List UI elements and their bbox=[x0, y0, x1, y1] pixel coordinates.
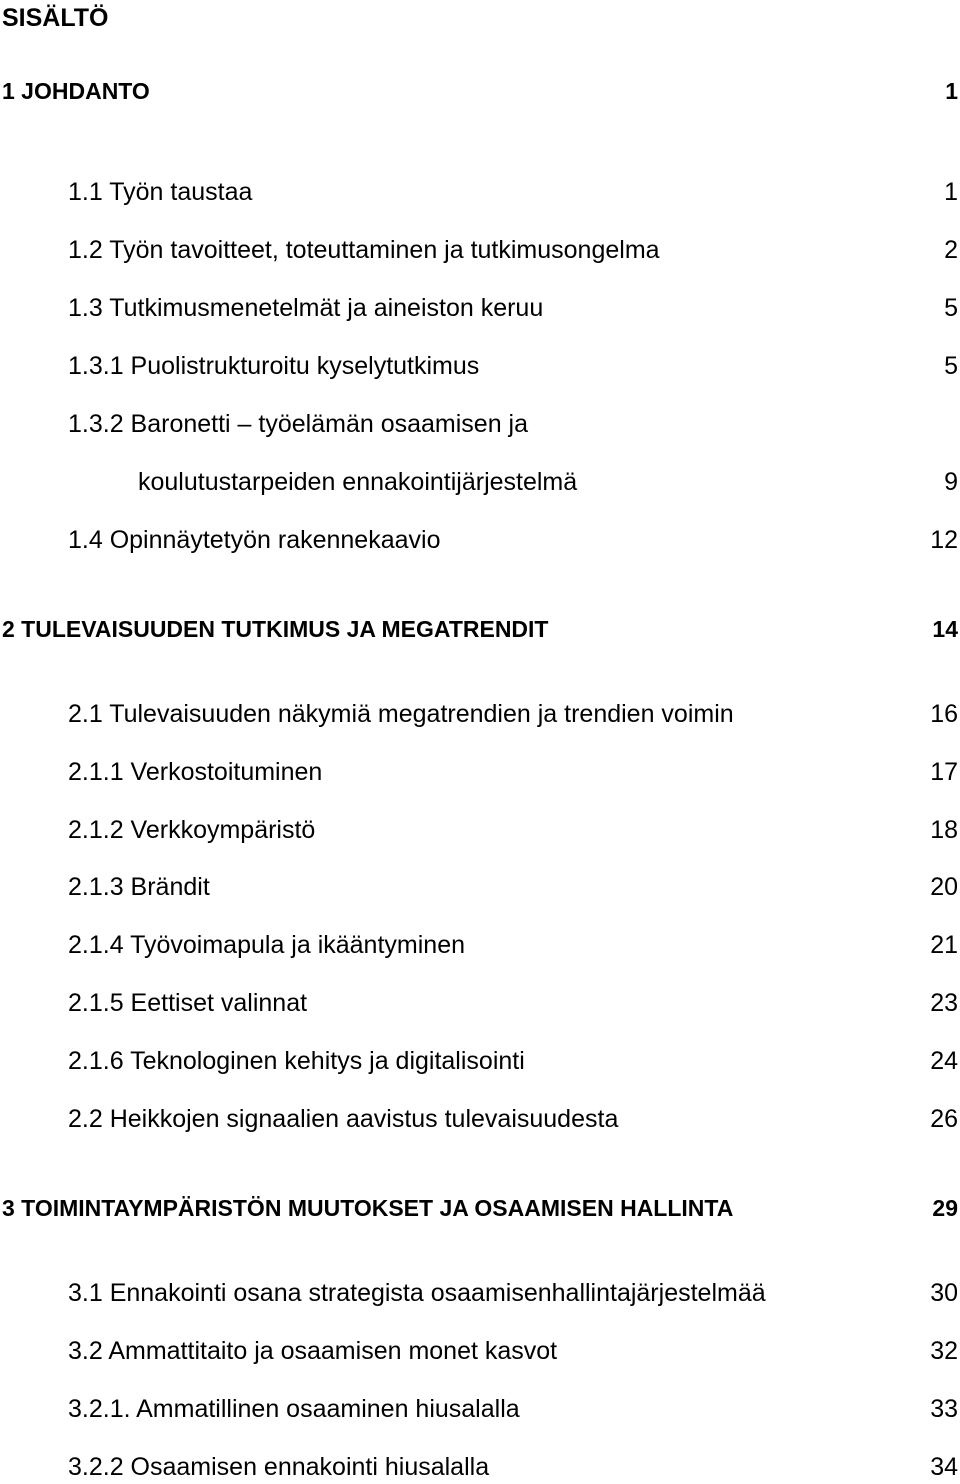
toc-entry-page: 29 bbox=[932, 1195, 958, 1221]
toc-entry-chapter-1[interactable] bbox=[0, 74, 960, 108]
toc-entry-1-3-2[interactable] bbox=[0, 407, 960, 441]
toc-entry-label: 2.1.1 Verkostoituminen bbox=[68, 758, 323, 786]
toc-entry-2-2[interactable] bbox=[0, 1102, 960, 1136]
toc-entry-page: 33 bbox=[930, 1395, 958, 1423]
toc-entry-chapter-3[interactable] bbox=[0, 1191, 960, 1225]
toc-entry-label: 1.3 Tutkimusmenetelmät ja aineiston keruu bbox=[68, 294, 544, 322]
toc-entry-page: 21 bbox=[930, 931, 958, 959]
toc-entry-page: 5 bbox=[944, 352, 958, 380]
toc-entry-1-4[interactable] bbox=[0, 523, 960, 557]
toc-entry-label: 1.3.1 Puolistrukturoitu kyselytutkimus bbox=[68, 352, 480, 380]
toc-entry-page: 16 bbox=[930, 700, 958, 728]
toc-entry-page: 24 bbox=[930, 1047, 958, 1075]
toc-entry-chapter-2[interactable] bbox=[0, 612, 960, 646]
toc-entry-2-1-4[interactable] bbox=[0, 928, 960, 962]
toc-entry-label: 2.1.3 Brändit bbox=[68, 873, 210, 901]
toc-entry-page: 20 bbox=[930, 873, 958, 901]
toc-entry-label: 1.1 Työn taustaa bbox=[68, 178, 253, 206]
toc-entry-page: 17 bbox=[930, 758, 958, 786]
toc-entry-page: 14 bbox=[932, 616, 958, 642]
toc-entry-label: 3.2.1. Ammatillinen osaaminen hiusalalla bbox=[68, 1395, 520, 1423]
toc-entry-2-1-5[interactable] bbox=[0, 986, 960, 1020]
toc-heading: SISÄLTÖ bbox=[2, 4, 109, 32]
toc-entry-3-2[interactable] bbox=[0, 1334, 960, 1368]
toc-entry-page: 26 bbox=[930, 1105, 958, 1133]
toc-entry-page: 1 bbox=[944, 178, 958, 206]
toc-entry-2-1-3[interactable] bbox=[0, 870, 960, 904]
toc-entry-label: 1.3.2 Baronetti – työelämän osaamisen ja bbox=[68, 410, 528, 438]
toc-entry-page: 5 bbox=[944, 294, 958, 322]
toc-entry-label: 2 TULEVAISUUDEN TUTKIMUS JA MEGATRENDIT bbox=[2, 616, 549, 642]
toc-entry-label: 2.1 Tulevaisuuden näkymiä megatrendien ja trendien voimin bbox=[68, 700, 734, 728]
toc-entry-2-1[interactable] bbox=[0, 697, 960, 731]
toc-entry-page: 12 bbox=[930, 526, 958, 554]
toc-entry-label: 3.2 Ammattitaito ja osaamisen monet kasvot bbox=[68, 1337, 558, 1365]
toc-entry-1-2[interactable] bbox=[0, 233, 960, 267]
toc-entry-page: 9 bbox=[944, 468, 958, 496]
toc-entry-label: 1 JOHDANTO bbox=[2, 78, 150, 104]
toc-entry-3-2-1[interactable] bbox=[0, 1392, 960, 1426]
toc-entry-page: 30 bbox=[930, 1279, 958, 1307]
toc-entry-1-3[interactable] bbox=[0, 291, 960, 325]
toc-entry-label: 2.1.6 Teknologinen kehitys ja digitalisointi bbox=[68, 1047, 525, 1075]
toc-entry-label: 2.1.5 Eettiset valinnat bbox=[68, 989, 308, 1017]
toc-entry-page: 32 bbox=[930, 1337, 958, 1365]
toc-entry-2-1-2[interactable] bbox=[0, 813, 960, 847]
toc-entry-page: 2 bbox=[944, 236, 958, 264]
toc-entry-label: 2.1.4 Työvoimapula ja ikääntyminen bbox=[68, 931, 465, 959]
toc-entry-label: koulutustarpeiden ennakointijärjestelmä bbox=[138, 468, 578, 496]
toc-entry-3-1[interactable] bbox=[0, 1276, 960, 1310]
toc-entry-1-3-2-continuation[interactable] bbox=[0, 465, 960, 499]
toc-entry-page: 18 bbox=[930, 816, 958, 844]
toc-entry-2-1-1[interactable] bbox=[0, 755, 960, 789]
toc-entry-page: 23 bbox=[930, 989, 958, 1017]
toc-entry-page: 1 bbox=[945, 78, 958, 104]
toc-entry-label: 3 TOIMINTAYMPÄRISTÖN MUUTOKSET JA OSAAMISEN HALLINTA bbox=[2, 1195, 734, 1221]
toc-entry-page: 34 bbox=[930, 1453, 958, 1481]
toc-entry-label: 2.2 Heikkojen signaalien aavistus tulevaisuudesta bbox=[68, 1105, 619, 1133]
toc-entry-1-1[interactable] bbox=[0, 175, 960, 209]
toc-entry-label: 2.1.2 Verkkoympäristö bbox=[68, 816, 316, 844]
toc-entry-1-3-1[interactable] bbox=[0, 349, 960, 383]
toc-entry-label: 3.2.2 Osaamisen ennakointi hiusalalla bbox=[68, 1453, 490, 1481]
toc-entry-2-1-6[interactable] bbox=[0, 1044, 960, 1078]
toc-entry-label: 1.2 Työn tavoitteet, toteuttaminen ja tutkimusongelma bbox=[68, 236, 660, 264]
toc-entry-label: 3.1 Ennakointi osana strategista osaamisenhallintajärjestelmää bbox=[68, 1279, 766, 1307]
toc-entry-label: 1.4 Opinnäytetyön rakennekaavio bbox=[68, 526, 441, 554]
